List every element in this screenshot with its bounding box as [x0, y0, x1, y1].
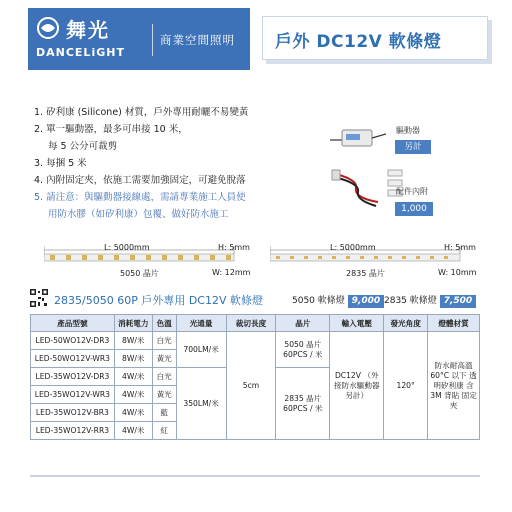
strip-width-label: W: 10mm	[438, 268, 477, 277]
cell-chip-2835: 2835 晶片 60PCS / 米	[276, 368, 330, 440]
qr-code-icon	[30, 289, 48, 307]
header-angle: 發光角度	[384, 315, 428, 332]
cell-power: 4W/米	[114, 422, 152, 440]
price-2835-label: 2835 軟條燈	[384, 296, 437, 306]
header-voltage: 輸入電壓	[330, 315, 384, 332]
feature-item: 3. 每捆 5 米	[34, 158, 87, 169]
brand-divider	[152, 24, 153, 56]
strip-width-label: W: 12mm	[212, 268, 251, 277]
cell-color: 藍	[152, 404, 176, 422]
cell-power: 4W/米	[114, 404, 152, 422]
cell-color: 紅	[152, 422, 176, 440]
cell-model: LED-50WO12V-DR3	[31, 332, 115, 350]
cell-voltage: DC12V （外接防水驅動器另計）	[330, 332, 384, 440]
price-5050	[292, 293, 384, 308]
price-5050-label: 5050 軟條燈	[292, 296, 345, 306]
cell-flux-2835: 350LM/米	[176, 368, 226, 440]
page-title-box	[262, 16, 488, 60]
cell-angle: 120°	[384, 332, 428, 440]
spec-table	[30, 314, 480, 440]
cell-model: LED-35WO12V-DR3	[31, 368, 115, 386]
cell-flux-5050: 700LM/米	[176, 332, 226, 368]
cell-color: 白光	[152, 332, 176, 350]
header-color: 色溫	[152, 315, 176, 332]
brand-block	[28, 8, 250, 70]
cell-power: 8W/米	[114, 332, 152, 350]
cell-power: 4W/米	[114, 368, 152, 386]
price-2835	[384, 293, 476, 308]
cell-model: LED-50WO12V-WR3	[31, 350, 115, 368]
header-cut: 裁切長度	[226, 315, 276, 332]
cell-color: 黃光	[152, 386, 176, 404]
table-row	[31, 332, 480, 350]
cell-color: 黃光	[152, 350, 176, 368]
feature-list	[34, 104, 334, 223]
cell-model: LED-35WO12V-WR3	[31, 386, 115, 404]
parts-label: 配件內附	[396, 187, 428, 196]
table-bottom-divider	[30, 475, 480, 477]
feature-item-warning: 5. 請注意：與驅動器接線處，需請專業施工人員使	[34, 192, 246, 203]
accessory-cable-image	[330, 168, 384, 208]
strip-height-label: H: 5mm	[444, 243, 476, 252]
strip-length-label: L: 5000mm	[330, 243, 376, 252]
header-material: 燈體材質	[428, 315, 480, 332]
cell-model: LED-35WO12V-BR3	[31, 404, 115, 422]
feature-item: 2. 單一驅動器，最多可串接 10 米，	[34, 124, 188, 135]
strip-chip-label: 2835 晶片	[346, 269, 385, 278]
page-title: 戶外 DC12V 軟條燈	[275, 32, 442, 52]
feature-item: 4. 內附固定夾，依施工需要加強固定，可避免脫落	[34, 175, 246, 186]
cell-color: 白光	[152, 368, 176, 386]
brand-logo-icon	[36, 16, 60, 40]
page-header	[0, 0, 512, 78]
cell-material: 防水耐高溫 60°C 以下 透明矽利康 含 3M 背貼 固定夾	[428, 332, 480, 440]
price-5050-value: 9,000	[348, 295, 384, 308]
cell-cut-length: 5cm	[226, 332, 276, 440]
header-flux: 光通量	[176, 315, 226, 332]
brand-tagline: 商業空間照明	[160, 33, 235, 47]
driver-label: 驅動器	[396, 126, 420, 135]
cell-chip-5050: 5050 晶片 60PCS / 米	[276, 332, 330, 368]
header-chip: 晶片	[276, 315, 330, 332]
brand-name-cn: 舞光	[66, 18, 110, 42]
header-power: 消耗電力	[114, 315, 152, 332]
brand-name-en: DANCELiGHT	[36, 46, 125, 59]
product-title: 2835/5050 60P 戶外專用 DC12V 軟條燈	[54, 294, 263, 307]
feature-item-warning: 用防水膠（如矽利康）包覆、做好防水施工	[48, 209, 229, 220]
table-header-row	[31, 315, 480, 332]
feature-item: 每 5 公分可裁剪	[48, 141, 118, 152]
strip-length-label: L: 5000mm	[104, 243, 150, 252]
feature-item: 1. 矽利康 (Silicone) 材質，戶外專用耐曬不易變黃	[34, 107, 249, 118]
cell-power: 8W/米	[114, 350, 152, 368]
parts-price-badge: 1,000	[395, 202, 433, 216]
price-2835-value: 7,500	[440, 295, 476, 308]
strip-height-label: H: 5mm	[218, 243, 250, 252]
driver-image	[330, 124, 386, 150]
cell-model: LED-35WO12V-RR3	[31, 422, 115, 440]
strip-chip-label: 5050 晶片	[120, 269, 159, 278]
header-model: 產品型號	[31, 315, 115, 332]
cell-power: 4W/米	[114, 386, 152, 404]
driver-price-badge: 另計	[395, 140, 431, 154]
